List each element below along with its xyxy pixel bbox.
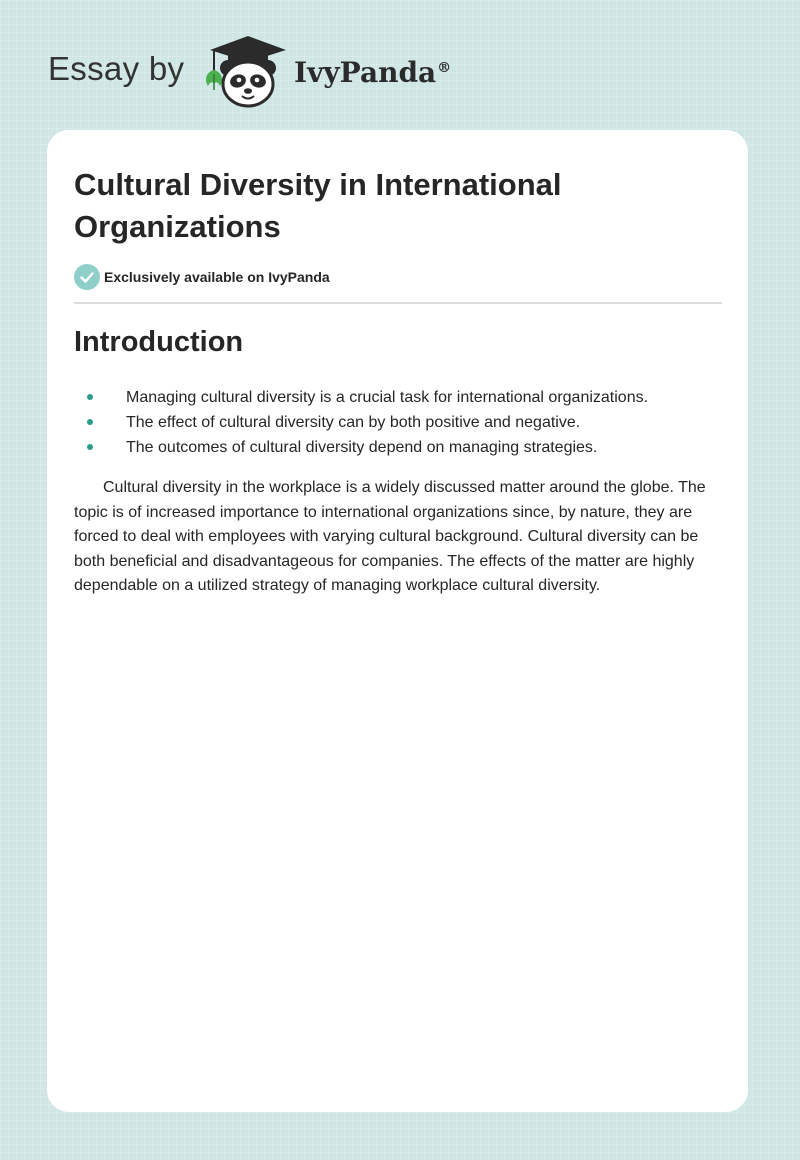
title-divider xyxy=(74,302,722,304)
list-item-text: The effect of cultural diversity can by both positive and negative. xyxy=(126,414,581,431)
section-heading: Introduction xyxy=(74,326,244,358)
essay-card xyxy=(47,130,748,1112)
brand-name xyxy=(294,56,451,89)
list-item xyxy=(74,410,724,435)
list-item xyxy=(74,385,724,410)
body-paragraph: Cultural diversity in the workplace is a widely discussed matter around the globe. The topic is of increased importance to international organizations since, by nature, they are forced to deal with employees with varying cultural background. Cultural diversity can be both beneficial and disadvantageous for companies. The effects of the matter are highly dependable on a utilized strategy of managing workplace cultural diversity. xyxy=(74,479,706,594)
brand-prefix: Essay by xyxy=(48,50,185,87)
exclusive-badge xyxy=(74,264,330,290)
page-title: Cultural Diversity in International Organizations xyxy=(74,167,562,244)
bullet-dot-icon xyxy=(87,444,93,450)
list-item xyxy=(74,435,724,460)
check-circle-icon xyxy=(74,264,100,290)
registered-mark: ® xyxy=(437,59,452,76)
panda-graduate-logo-icon xyxy=(202,34,294,110)
list-item-text: The outcomes of cultural diversity depend on managing strategies. xyxy=(126,439,598,456)
list-item-text: Managing cultural diversity is a crucial task for international organizations. xyxy=(126,389,649,406)
brand-header xyxy=(48,34,468,110)
brand-name-text: IvyPanda xyxy=(294,56,437,89)
key-points-list xyxy=(74,385,724,460)
bullet-dot-icon xyxy=(87,394,93,400)
bullet-dot-icon xyxy=(87,419,93,425)
exclusive-badge-text: Exclusively available on IvyPanda xyxy=(104,269,330,285)
